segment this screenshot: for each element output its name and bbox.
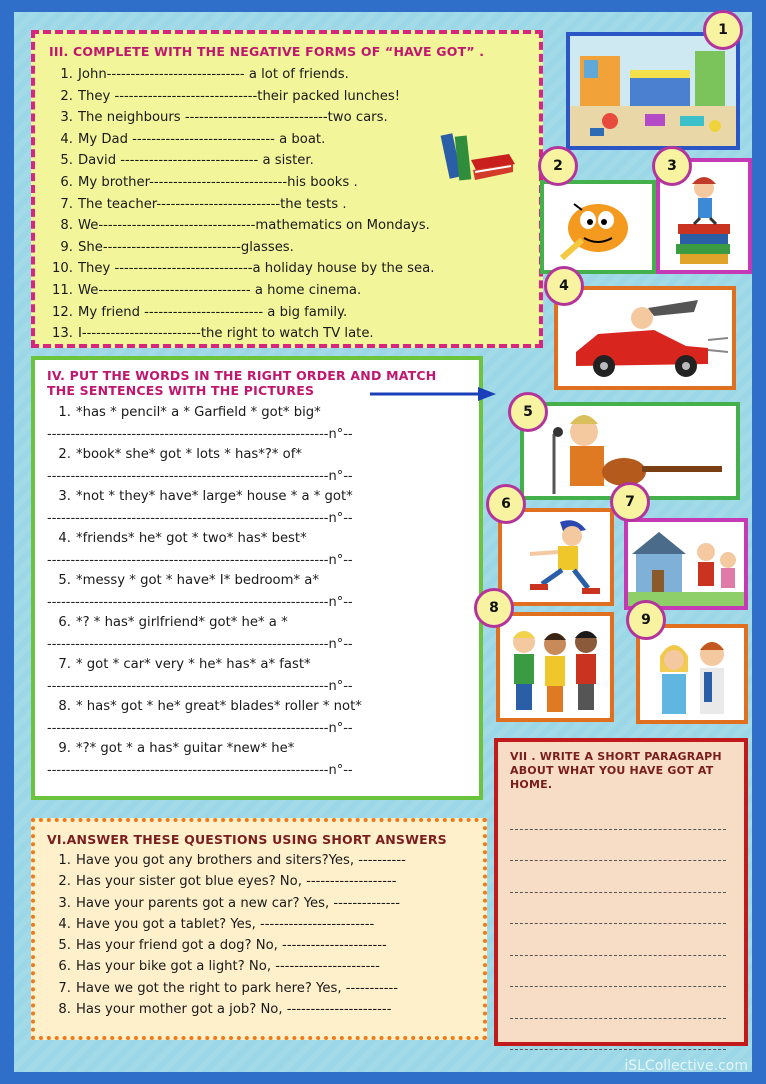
boy-girl-couple-icon bbox=[640, 628, 744, 720]
exercise-item bbox=[47, 956, 473, 977]
picture-number-3: 3 bbox=[652, 146, 692, 186]
section-title: III. COMPLETE WITH THE NEGATIVE FORMS OF “HAVE GOT” . bbox=[49, 44, 485, 59]
messy-bedroom-icon bbox=[570, 36, 736, 146]
item-number: 13. bbox=[52, 326, 73, 342]
fast-car-icon bbox=[558, 290, 732, 386]
item-text: My Dad ------------------------------ a boat. bbox=[78, 131, 326, 147]
section-write-paragraph bbox=[494, 738, 748, 1046]
item-text: My friend ------------------------- a big family. bbox=[78, 304, 348, 320]
exercise-item bbox=[47, 850, 473, 871]
picture-number-6: 6 bbox=[486, 484, 526, 524]
item-text: Have you got any brothers and siters?Yes, ---------- bbox=[76, 853, 406, 868]
item-number: 7. bbox=[60, 196, 73, 212]
exercise-item bbox=[49, 86, 529, 108]
exercise-item bbox=[49, 194, 529, 216]
exercise-item bbox=[47, 655, 469, 697]
watermark: iSLCollective.com bbox=[624, 1058, 748, 1074]
item-text: Has your sister got blue eyes? No, ------------------- bbox=[76, 874, 397, 890]
garfield-pencil-icon bbox=[544, 184, 652, 270]
item-text: *friends* he* got * two* has* best* bbox=[76, 531, 307, 546]
exercise-prompt bbox=[47, 445, 469, 466]
item-number: 12. bbox=[52, 304, 73, 320]
exercise-item bbox=[49, 107, 529, 129]
answer-line[interactable]: ------------------------------------------------------------n°-- bbox=[47, 678, 353, 694]
roller-skater-icon bbox=[502, 512, 610, 602]
exercise-list bbox=[47, 403, 469, 781]
item-number: 10. bbox=[52, 261, 73, 277]
picture-7 bbox=[624, 518, 748, 610]
picture-4 bbox=[554, 286, 736, 390]
item-number: 4. bbox=[60, 131, 73, 147]
exercise-item bbox=[47, 893, 473, 914]
answer-line[interactable]: ------------------------------------------------------------n°-- bbox=[47, 510, 353, 526]
writing-line[interactable] bbox=[510, 924, 726, 956]
picture-8 bbox=[496, 612, 614, 722]
item-number: 7. bbox=[58, 980, 71, 996]
section-title-line-2: THE SENTENCES WITH THE PICTURES bbox=[47, 383, 315, 398]
item-text: *messy * got * have* I* bedroom* a* bbox=[76, 573, 319, 588]
exercise-item bbox=[49, 280, 529, 302]
writing-lines bbox=[510, 798, 734, 1050]
item-text: My brother-----------------------------his books . bbox=[78, 174, 358, 190]
writing-line[interactable] bbox=[510, 830, 726, 862]
three-friends-icon bbox=[500, 616, 610, 718]
exercise-prompt bbox=[47, 739, 469, 760]
item-text: Have you got a tablet? Yes, ------------------------ bbox=[76, 916, 375, 932]
item-number: 5. bbox=[58, 573, 71, 588]
item-number: 6. bbox=[58, 615, 71, 630]
exercise-list bbox=[47, 850, 473, 1020]
item-text: * got * car* very * he* has* a* fast* bbox=[76, 657, 311, 672]
exercise-prompt bbox=[47, 571, 469, 592]
item-text: * has* got * he* great* blades* roller * not* bbox=[76, 699, 362, 714]
picture-number-9: 9 bbox=[626, 600, 666, 640]
family-house-icon bbox=[628, 522, 744, 606]
exercise-item bbox=[47, 403, 469, 445]
picture-number-8: 8 bbox=[474, 588, 514, 628]
item-text: They ------------------------------their packed lunches! bbox=[78, 88, 401, 104]
answer-line[interactable]: ------------------------------------------------------------n°-- bbox=[47, 594, 353, 610]
picture-number-4: 4 bbox=[544, 266, 584, 306]
item-text: Has your bike got a light? No, ---------------------- bbox=[76, 959, 380, 975]
picture-6 bbox=[498, 508, 614, 606]
item-number: 6. bbox=[58, 959, 71, 975]
item-text: The neighbours ------------------------------two cars. bbox=[78, 110, 388, 126]
item-number: 5. bbox=[58, 938, 71, 954]
answer-line[interactable]: ------------------------------------------------------------n°-- bbox=[47, 426, 353, 442]
item-text: David ----------------------------- a sister. bbox=[78, 153, 314, 169]
answer-line[interactable]: ------------------------------------------------------------n°-- bbox=[47, 762, 353, 778]
item-text: I-------------------------the right to watch TV late. bbox=[78, 326, 374, 342]
item-number: 1. bbox=[60, 67, 73, 82]
exercise-item bbox=[47, 529, 469, 571]
item-number: 1. bbox=[58, 405, 71, 420]
item-text: *has * pencil* a * Garfield * got* big* bbox=[76, 405, 321, 420]
exercise-item bbox=[49, 237, 529, 259]
item-number: 2. bbox=[58, 447, 71, 462]
exercise-item bbox=[47, 978, 473, 999]
exercise-prompt bbox=[47, 487, 469, 508]
answer-line[interactable]: ------------------------------------------------------------n°-- bbox=[47, 552, 353, 568]
item-number: 9. bbox=[58, 741, 71, 756]
section-word-order bbox=[31, 356, 483, 800]
item-number: 2. bbox=[60, 88, 73, 104]
picture-number-2: 2 bbox=[538, 146, 578, 186]
item-number: 3. bbox=[58, 895, 71, 911]
exercise-item bbox=[47, 871, 473, 892]
item-text: Have your parents got a new car? Yes, -------------- bbox=[76, 895, 400, 911]
exercise-item bbox=[49, 215, 529, 237]
exercise-item bbox=[49, 302, 529, 324]
section-title-line-1: IV. PUT THE WORDS IN THE RIGHT ORDER AND MATCH bbox=[47, 368, 437, 383]
exercise-prompt bbox=[47, 697, 469, 718]
exercise-item bbox=[49, 258, 529, 280]
item-number: 1. bbox=[58, 853, 71, 868]
item-text: *book* she* got * lots * has*?* of* bbox=[76, 447, 302, 462]
writing-line[interactable] bbox=[510, 956, 726, 988]
exercise-item bbox=[47, 571, 469, 613]
exercise-item bbox=[47, 935, 473, 956]
item-text: Has your friend got a dog? No, ---------------------- bbox=[76, 938, 387, 954]
section-short-answers bbox=[31, 818, 487, 1040]
exercise-prompt bbox=[47, 403, 469, 424]
answer-line[interactable]: ------------------------------------------------------------n°-- bbox=[47, 468, 353, 484]
item-text: *not * they* have* large* house * a * got* bbox=[76, 489, 353, 504]
writing-line[interactable] bbox=[510, 1019, 726, 1051]
writing-line[interactable] bbox=[510, 893, 726, 925]
section-title: VII . WRITE A SHORT PARAGRAPH ABOUT WHAT YOU HAVE GOT AT HOME. bbox=[510, 750, 722, 791]
exercise-prompt bbox=[47, 655, 469, 676]
writing-line[interactable] bbox=[510, 861, 726, 893]
item-text: Have we got the right to park here? Yes, ----------- bbox=[76, 980, 399, 996]
item-number: 8. bbox=[58, 1002, 71, 1018]
item-number: 4. bbox=[58, 531, 71, 546]
exercise-item bbox=[47, 445, 469, 487]
item-number: 2. bbox=[58, 874, 71, 890]
exercise-item bbox=[47, 487, 469, 529]
item-text: She-----------------------------glasses. bbox=[78, 239, 294, 255]
item-number: 6. bbox=[60, 174, 73, 190]
item-number: 3. bbox=[60, 110, 73, 126]
picture-number-5: 5 bbox=[508, 392, 548, 432]
exercise-list bbox=[49, 64, 529, 345]
item-text: John----------------------------- a lot of friends. bbox=[78, 67, 349, 82]
writing-line[interactable] bbox=[510, 798, 726, 830]
item-number: 9. bbox=[60, 239, 73, 255]
exercise-item bbox=[47, 739, 469, 781]
item-text: We---------------------------------mathematics on Mondays. bbox=[78, 218, 430, 234]
picture-2 bbox=[540, 180, 656, 274]
item-text: Has your mother got a job? No, ---------------------- bbox=[76, 1002, 392, 1018]
books-icon bbox=[439, 130, 517, 186]
arrow-right-icon bbox=[370, 386, 500, 402]
item-number: 4. bbox=[58, 916, 71, 932]
exercise-prompt bbox=[47, 613, 469, 634]
section-negative-forms bbox=[31, 30, 543, 348]
exercise-item bbox=[47, 697, 469, 739]
exercise-item bbox=[49, 323, 529, 345]
exercise-item bbox=[47, 914, 473, 935]
item-text: *?* got * a has* guitar *new* he* bbox=[76, 741, 295, 756]
item-number: 8. bbox=[60, 218, 73, 234]
item-text: They -----------------------------a holiday house by the sea. bbox=[78, 261, 435, 277]
picture-1 bbox=[566, 32, 740, 150]
picture-9 bbox=[636, 624, 748, 724]
exercise-item bbox=[49, 64, 529, 86]
item-number: 7. bbox=[58, 657, 71, 672]
exercise-prompt bbox=[47, 529, 469, 550]
section-title: VI.ANSWER THESE QUESTIONS USING SHORT ANSWERS bbox=[47, 832, 447, 847]
exercise-item bbox=[47, 999, 473, 1020]
item-text: The teacher--------------------------the tests . bbox=[78, 196, 347, 212]
item-number: 3. bbox=[58, 489, 71, 504]
picture-number-1: 1 bbox=[703, 10, 743, 50]
answer-line[interactable]: ------------------------------------------------------------n°-- bbox=[47, 636, 353, 652]
writing-line[interactable] bbox=[510, 987, 726, 1019]
answer-line[interactable]: ------------------------------------------------------------n°-- bbox=[47, 720, 353, 736]
item-number: 8. bbox=[58, 699, 71, 714]
picture-number-7: 7 bbox=[610, 482, 650, 522]
item-text: We-------------------------------- a home cinema. bbox=[78, 282, 362, 298]
item-number: 11. bbox=[52, 282, 73, 298]
item-number: 5. bbox=[60, 153, 73, 169]
item-text: *? * has* girlfriend* got* he* a * bbox=[76, 615, 288, 630]
exercise-item bbox=[47, 613, 469, 655]
